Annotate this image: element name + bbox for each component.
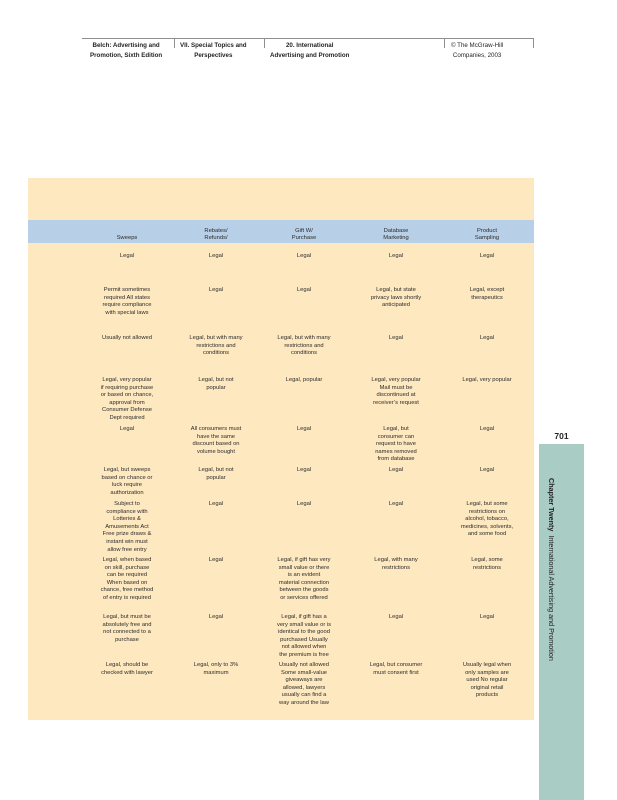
table-cell: Legal, but some restrictions on alcohol, tobacco, medicines, solvents, and some food (460, 501, 514, 538)
table-cell: Legal, but state privacy laws shortly anticipated (370, 287, 422, 309)
table-cell: Legal (479, 253, 495, 259)
header-book: Belch: Advertising and Promotion, Sixth Edition (90, 42, 163, 59)
header-divider (174, 38, 175, 48)
table-cell: Legal, very popular Mail must be discontinued at receiver’s request (371, 377, 421, 406)
chapter-side-tab (539, 444, 584, 800)
table-cell: Legal, but with many restrictions and conditions (277, 335, 331, 357)
header-rule (82, 38, 534, 39)
column-header: Sweeps (116, 235, 138, 242)
table-cell: Legal (119, 426, 135, 432)
header-divider (264, 38, 265, 48)
table-cell: Legal, but not popular (198, 467, 234, 481)
table-cell: Legal, should be checked with lawyer (101, 662, 153, 676)
header-divider (444, 38, 445, 48)
table-cell: Permit sometimes required All states require compliance with special laws (102, 287, 152, 316)
table-cell: Usually legal when only samples are used No regular original retail products (462, 662, 512, 699)
table-cell: Legal, very popular if requiring purchase or based on chance, approval from Consumer Defense Dept required (100, 377, 154, 421)
chapter-title: International Advertising and Promotion (547, 535, 556, 661)
header-copyright: © The McGraw-Hill Companies, 2003 (451, 42, 504, 59)
table-cell: Legal (388, 253, 404, 259)
table-cell: Legal, when based on skill, purchase can be required When based on chance, free method of entry is required (100, 557, 154, 601)
header-divider (533, 38, 534, 48)
table-cell: Usually not allowed Some small-value giveaways are allowed, lawyers usually can find a way around the law (279, 662, 329, 706)
table-cell: Legal, but consumer must consent first (369, 662, 423, 676)
page-number: 701 (554, 431, 569, 441)
table-cell: Legal, with many restrictions (374, 557, 418, 571)
table-cell: Legal (296, 426, 312, 432)
table-cell: Legal (479, 614, 495, 620)
table-cell: Legal (296, 253, 312, 259)
header-part: VII. Special Topics and Perspectives (180, 42, 247, 59)
table-cell: Legal (388, 335, 404, 341)
column-header: Product Sampling (474, 227, 500, 242)
column-header: Database Marketing (383, 227, 409, 242)
table-cell: Legal (208, 557, 224, 563)
table-cell: Legal (479, 467, 495, 473)
table-cell: Legal, but sweeps based on chance or luck require authorization (101, 467, 153, 496)
table-cell: Legal (296, 467, 312, 473)
running-header (82, 38, 534, 64)
table-column-header-row (28, 220, 534, 243)
table-cell: Legal, but consumer can request to have names removed from database (375, 426, 417, 463)
table-cell: Legal (479, 426, 495, 432)
table-cell: Legal (208, 253, 224, 259)
table-cell: Legal (479, 335, 495, 341)
table-cell: Usually not allowed (102, 335, 152, 341)
table-cell: Legal (296, 287, 312, 293)
table-cell: Legal, popular (285, 377, 323, 383)
header-chapter: 20. International Advertising and Promotion (270, 42, 350, 59)
column-header: Gift W/ Purchase (291, 227, 317, 242)
table-cell: Legal, but not popular (198, 377, 234, 391)
table-cell: Legal (388, 614, 404, 620)
table-cell: Legal (296, 501, 312, 507)
table-cell: Legal, only to 3% maximum (193, 662, 239, 676)
table-cell: Legal, if gift has a very small value or is identical to the good purchased Usually not allowed when the premium is free (276, 614, 332, 658)
table-cell: All consumers must have the same discount based on volume bought (190, 426, 242, 455)
table-cell: Legal, if gift has very small value or there is an evident material connection between the goods or services offered (277, 557, 331, 601)
chapter-label: Chapter Twenty (547, 478, 556, 532)
table-cell: Legal, but with many restrictions and conditions (189, 335, 243, 357)
table-cell: Legal, except therapeutics (469, 287, 505, 301)
table-cell: Legal (208, 614, 224, 620)
table-cell: Legal, some restrictions (471, 557, 503, 571)
table-cell: Legal (208, 287, 224, 293)
chapter-side-title (547, 478, 556, 661)
table-cell: Legal (119, 253, 135, 259)
table-cell: Subject to compliance with Lotteries & Amusements Act Free prize draws & instant win must allow free entry (102, 501, 152, 553)
table-cell: Legal, but must be absolutely free and not connected to a purchase (102, 614, 152, 643)
table-cell: Legal (388, 501, 404, 507)
table-cell: Legal, very popular (462, 377, 512, 383)
column-header: Rebates/ Refunds/ (204, 227, 228, 242)
table-cell: Legal (388, 467, 404, 473)
table-cell: Legal (208, 501, 224, 507)
